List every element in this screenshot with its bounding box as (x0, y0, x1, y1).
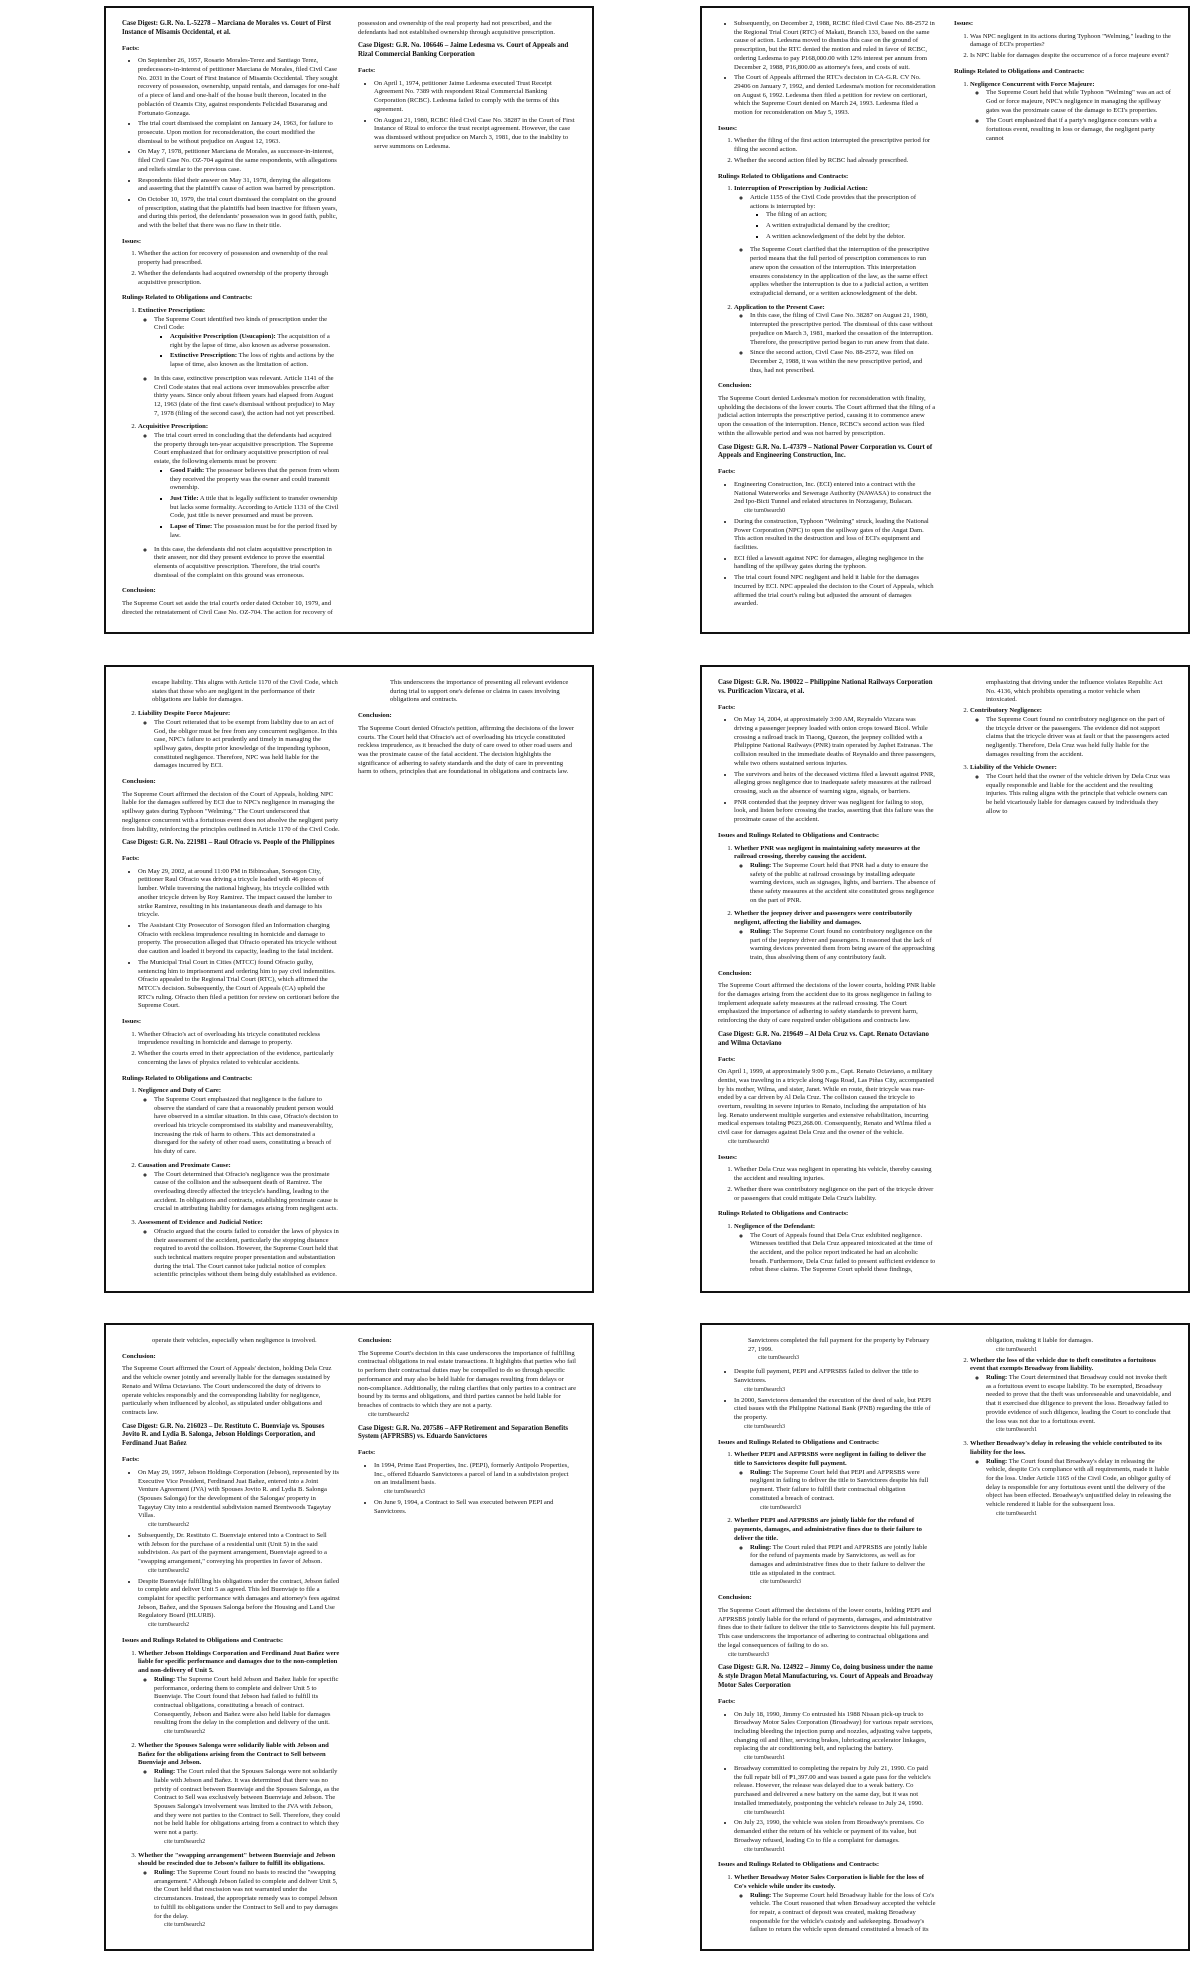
conclusion-text: The Supreme Court denied Ofracio's petition, affirming the decisions of the lower courts. The Court held that Ofracio's act of overloading his tricycle constituted reckless imprudence, as it breached the duty of care owed to other road users and was the proximate cause of the fatal accident. The decision highlights the significance of adhering to safety standards and the duty of care in preventing harm to others, principles that are foundational in obligations and contracts law. (358, 724, 575, 776)
fact-item: • On May 29, 1997, Jebson Holdings Corporation (Jebson), represented by its Executive Vice President, Ferdinand Juat Bañez, entered into a Joint Venture Agreement (JVA) with Spouses Jovito R. and Lydia B. Salonga (Spouses Salonga) for the development of the Salongas' property in Tagaytay City into a residential subdivision named Brentwoods Tagaytay Villas. cite turn0search2 (138, 1469, 340, 1530)
fact-item: • The survivors and heirs of the deceased victims filed a lawsuit against PNR, alleging gross negligence due to inadequate safety measures at the railroad crossing, such as the absence of warning signs, signals, or barriers. (734, 771, 936, 797)
fact-text: On April 1, 1999, at approximately 9:00 p.m., Capt. Renato Octaviano, a military dentist, was traveling in a tricycle along Naga Road, Las Piñas City, accompanied by his mother, Wilma, and sister, Janet. While en route, their tricycle was rear-ended by a car driven by Al Dela Cruz. The collision caused the tricycle to overturn, resulting in severe injuries to Renato, including the amputation of his leg. Renato underwent multiple surgeries and extensive rehabilitation, incurring medical expenses totaling ₱623,268.00. Consequently, Renato and Wilma filed a civil case for damages against Dela Cruz and the owner of the vehicle. cite turn0search0 (718, 1068, 934, 1145)
issue-item: 2. Whether the defendants had acquired ownership of the property through acquisitive prescription. (138, 270, 340, 287)
ruling-item: 2. Application to the Present Case: ◦ In this case, the filing of Civil Case No. 38287 on August 21, 1980, interrupted the prescriptive period. The dismissal of this case without prejudice on March 3, 1981, marked the cessation of the interruption. Therefore, the prescriptive period began to run anew from that date. ◦ Since the second action, Civil Case No. 88-2572, was filed on December 2, 1988, it was within the new prescriptive period, and thus, had not prescribed. (734, 304, 936, 376)
ruling-subpoint: ▪ A written extrajudicial demand by the creditor; (766, 222, 936, 231)
ruling-point: ◦ Ruling: The Supreme Court found no basis to rescind the "swapping arrangement." Although Jebson failed to complete and deliver Unit 5, the Court held that rescission was not warranted under the circumstances. Instead, the appropriate remedy was to compel Jebson to fulfill its obligations under the Contract to Sell and to pay damages for the delay. cite turn0search2 (154, 1869, 340, 1930)
citation-marker: cite turn0search0 (728, 1138, 770, 1145)
section-heading: Conclusion: (718, 382, 752, 390)
fact-item: • The Assistant City Prosecutor of Sorsogon filed an Information charging Ofracio with reckless imprudence resulting in homicide and damage to property. The prosecution alleged that Ofracio operated his tricycle without due caution and loaded it beyond its capacity, leading to the fatal incident. (138, 922, 340, 957)
fact-item: • In 1994, Prime East Properties, Inc. (PEPI), formerly Antipolo Properties, Inc., offered Eduardo Sanvictores a parcel of land in a subdivision project on an installment basis. cite turn0search3 (374, 1462, 576, 1497)
issue-item: 2. Whether the jeepney driver and passengers were contributorily negligent, affecting the liability and damages. ◦ Ruling: The Supreme Court found no contributory negligence on the part of the jeepney driver and passengers. It reasoned that the lack of warning devices prevented them from being aware of the approaching train, thus absolving them of any contributory fault. (734, 910, 936, 962)
page-3-text (122, 679, 576, 1281)
case-title: Case Digest: G.R. No. 124922 – Jimmy Co, doing business under the name & style Dragon Metal Manufacturing, vs. Court of Appeals and Broadway Motor Sales Corporation (718, 1664, 934, 1690)
ruling-item: 2. Causation and Proximate Cause: ◦ The Court determined that Ofracio's negligence was the proximate cause of the collision and the subsequent death of Ramirez. The overloading directly affected the tricycle's handling, leading to the accident. In obligations and contracts, establishing proximate cause is crucial in attributing liability for damages arising from negligent acts. (138, 1162, 340, 1214)
ruling-item: 3. Assessment of Evidence and Judicial Notice: ◦ Ofracio argued that the courts failed to consider the laws of physics in their assessment of the accident, particularly the stopping distance required to avoid the collision. However, the Supreme Court held that such technical matters require proper presentation and substantiation during the trial. The Court cannot take judicial notice of complex scientific principles without them being duly established as evidence. This underscores the importance of presenting all relevant evidence during trial to support one's defense or claims in cases involving obligations and contracts. (138, 679, 576, 1281)
section-heading: Facts: (358, 67, 376, 75)
ruling-subpoint: ▪ The filing of an action; (766, 211, 936, 220)
citation-marker: cite turn0search1 (744, 1846, 786, 1853)
ruling-point: ◦ The Court reiterated that to be exempt from liability due to an act of God, the obligor must be free from any concurrent negligence. In this case, NPC's failure to act prudently and timely in managing the spillway gates, despite prior knowledge of the impending typhoon, constituted negligence. Therefore, NPC was held liable for the damages incurred by ECI. (154, 719, 340, 771)
conclusion-text: The Supreme Court affirmed the decisions of the lower courts, holding PNR liable for the damages arising from the accident due to its gross negligence in failing to implement adequate safety measures at the railroad crossing. The Court emphasized the importance of adhering to safety standards to prevent harm, reinforcing the duty of care required under obligations and contracts law. (718, 982, 936, 1025)
fact-item: • On May 29, 2002, at around 11:00 PM in Bibincahan, Sorsogon City, petitioner Raul Ofracio was driving a tricycle loaded with 46 pieces of lumber. While traversing the national highway, his tricycle collided with another tricycle driven by Roy Ramirez. The impact caused the lumber to strike Ramirez, resulting in his instantaneous death and damage to his tricycle. (138, 868, 340, 920)
issue-item: 2. Whether there was contributory negligence on the part of the tricycle driver or passengers that could mitigate Dela Cruz's liability. (734, 1186, 936, 1203)
citation-marker: cite turn0search2 (148, 1522, 190, 1529)
citation-marker: cite turn0search3 (760, 1579, 802, 1586)
fact-item: • The Municipal Trial Court in Cities (MTCC) found Ofracio guilty, sentencing him to imprisonment and ordering him to pay civil indemnities. Ofracio appealed to the Regional Trial Court (RTC), which affirmed the MTCC's decision. Subsequently, the Court of Appeals (CA) upheld the RTC's ruling. Ofracio then filed a petition for review on certiorari before the Supreme Court. (138, 959, 340, 1011)
issue-item: 1. Whether Broadway Motor Sales Corporation is liable for the loss of Co's vehicle while under its custody. ◦ Ruling: The Supreme Court held Broadway liable for the loss of Co's vehicle. The Court reasoned that when Broadway accepted the vehicle for repair, a contract of deposit was created, making Broadway responsible for the vehicle's custody and safekeeping. Broadway's failure to return the vehicle upon demand constituted a breach of its obligation, making it liable for damages. cite turn0search1 (734, 1337, 1172, 1939)
ruling-item: 2. Contributory Negligence: ◦ The Supreme Court found no contributory negligence on the part of the tricycle driver or the passengers. The evidence did not support claims that the tricycle driver was at fault or that the passengers acted negligently. Therefore, Dela Cruz was held fully liable for the damages resulting from the accident. (970, 707, 1172, 759)
document-page-1 (104, 6, 594, 634)
ruling-point: ◦ The Court held that the owner of the vehicle driven by Dela Cruz was equally responsible and liable for the accident and the resulting injuries. This ruling aligns with the principle that vehicle owners can be held vicariously liable for damages caused by individuals they allow to (986, 773, 1172, 817)
page-6-text (718, 1337, 1172, 1939)
ruling-point: ◦ The Court of Appeals found that Dela Cruz exhibited negligence. Witnesses testified that Dela Cruz appeared intoxicated at the time of the accident, and the police report indicated he had an alcoholic breath. Furthermore, Dela Cruz failed to present sufficient evidence to rebut these claims. The Supreme Court upheld these findings, emphasizing that driving under the influence violates Republic Act No. 4136, which prohibits operating a motor vehicle when intoxicated. (750, 679, 1172, 1281)
ruling-item: 3. Liability of the Vehicle Owner: ◦ The Court held that the owner of the vehicle driven by Dela Cruz was equally responsible and liable for the accident and the resulting injuries. This ruling aligns with the principle that vehicle owners can be held vicariously liable for damages caused by individuals they allow to (970, 764, 1172, 816)
ruling-item: 1. Negligence Concurrent with Force Majeure: ◦ The Supreme Court held that while Typhoon "Welming" was an act of God or force majeure, NPC's negligence in managing the spillway gates was the proximate cause of the damage to ECI's properties. ◦ The Court emphasized that if a party's negligence concurs with a fortuitous event, resulting in loss or damage, the negligent party cannot (970, 81, 1172, 144)
section-heading: Issues and Rulings Related to Obligations and Contracts: (718, 1438, 880, 1446)
issue-item: 1. Was NPC negligent in its actions during Typhoon "Welming," leading to the damage of ECI's properties? (970, 33, 1172, 50)
page-1-text (122, 20, 576, 622)
continued-text: escape liability. This aligns with Article 1170 of the Civil Code, which states that those who are negligent in the performance of their obligations are liable for damages. (152, 679, 338, 704)
ruling-item: 2. Liability Despite Force Majeure: ◦ The Court reiterated that to be exempt from liability due to an act of God, the obligor must be free from any concurrent negligence. In this case, NPC's failure to act prudently and timely in managing the spillway gates, despite prior knowledge of the impending typhoon, constituted negligence. Therefore, NPC was held liable for the damages incurred by ECI. (138, 710, 340, 771)
fact-item: • On June 9, 1994, a Contract to Sell was executed between PEPI and Sanvictores. (374, 1499, 576, 1516)
conclusion-text: The Supreme Court affirmed the decision of the Court of Appeals, holding NPC liable for the damages suffered by ECI due to NPC's negligence in managing the spillway gates during Typhoon "Welming." The Court underscored that negligence concurrent with a fortuitous event does not absolve the negligent party from liability, reinforcing the principles outlined in Article 1170 of the Civil Code. (122, 790, 340, 833)
issue-item: 2. Whether the loss of the vehicle due to theft constitutes a fortuitous event that exempts Broadway from liability. ◦ Ruling: The Court determined that Broadway could not invoke theft as a fortuitous event to escape liability. To be exempted, Broadway needed to prove that the theft was unforeseeable and unavoidable, and that it exercised due diligence to prevent the loss. Broadway failed to provide evidence of such diligence, leading the Court to conclude that the loss was not due to a fortuitous event. cite turn0search1 (970, 1357, 1172, 1436)
section-heading: Facts: (122, 1456, 140, 1464)
fact-item: • Broadway committed to completing the repairs by July 21, 1990. Co paid the full repair bill of ₱1,397.00 and was issued a gate pass for the vehicle's release. However, the release was delayed due to a weak battery. Co purchased and delivered a new battery on the same day, but it was not installed immediately, postponing the vehicle's release to July 24, 1990. cite turn0search1 (734, 1765, 936, 1817)
fact-item: • On October 10, 1979, the trial court dismissed the complaint on the ground of prescription, stating that the plaintiffs had been inactive for fifteen years, and during this period, the defendants' possession was in good faith, public, and with the belief that there was no flaw in their title. (138, 196, 340, 231)
ruling-subpoint: ▪ Just Title: A title that is legally sufficient to transfer ownership but lacks some formality. According to Article 1131 of the Civil Code, just title is never presumed and must be proven. (170, 495, 340, 521)
ruling-point: ◦ In this case, the filing of Civil Case No. 38287 on August 21, 1980, interrupted the prescriptive period. The dismissal of this case without prejudice on March 3, 1981, marked the cessation of the interruption. Therefore, the prescriptive period began to run anew from that date. (750, 312, 936, 347)
document-page-5 (104, 1323, 594, 1951)
fact-item: • On April 1, 1974, petitioner Jaime Ledesma executed Trust Receipt Agreement No. 7389 with respondent Rizal Commercial Banking Corporation (RCBC). Ledesma failed to comply with the terms of this agreement. (374, 80, 576, 115)
ruling-subpoint: ▪ Extinctive Prescription: The loss of rights and actions by the lapse of time, also known as the limitation of action. (170, 352, 340, 369)
conclusion-text: The Supreme Court affirmed the decisions of the lower courts, holding PEPI and AFPRSBS jointly liable for the refund of payments, damages, and administrative fines due to their failure to deliver the title to Sanvictores despite his full payment. This case underscores the importance of adhering to contractual obligations and the legal consequences of failing to do so. cite turn0search3 (718, 1607, 936, 1658)
citation-marker: cite turn0search1 (744, 1755, 786, 1762)
citation-marker: cite turn0search1 (996, 1510, 1038, 1517)
issue-item: 1. Whether the action for recovery of possession and ownership of the real property had prescribed. (138, 250, 340, 267)
document-page-6 (700, 1323, 1190, 1951)
issue-item: 1. Whether PNR was negligent in maintaining safety measures at the railroad crossing, thereby causing the accident. ◦ Ruling: The Supreme Court held that PNR had a duty to ensure the safety of the public at railroad crossings by installing adequate warning devices, such as signages, lights, and barriers. The absence of these safety measures at the accident site constituted gross negligence on the part of PNR. (734, 845, 936, 906)
fact-item: • Engineering Construction, Inc. (ECI) entered into a contract with the National Waterworks and Sewerage Authority (NAWASA) to construct the 2nd Ipo-Bicti Tunnel and related structures in Norzagaray, Bulacan. cite turn0search0 (734, 481, 936, 516)
ruling-point: ◦ Ofracio argued that the courts failed to consider the laws of physics in their assessment of the accident, particularly the stopping distance required to avoid the collision. However, the Supreme Court held that such technical matters require proper presentation and substantiation during the trial. The Court cannot take judicial notice of complex scientific principles without them being duly established as evidence. This underscores the importance of presenting all relevant evidence during trial to support one's defense or claims in cases involving obligations and contracts. (154, 679, 576, 1281)
ruling-point: ◦ Ruling: The Court ruled that PEPI and AFPRSBS are jointly liable for the refund of payments made by Sanvictores, as well as for damages and administrative fines due to their failure to deliver the title as stipulated in the contract. cite turn0search3 (750, 1544, 936, 1588)
page-5-text (122, 1337, 576, 1939)
section-heading: Issues: (718, 124, 738, 132)
citation-marker: cite turn0search2 (148, 1622, 190, 1629)
ruling-point: ◦ In this case, the defendants did not claim acquisitive prescription in their answer, nor did they present evidence to prove the essential elements of acquisitive prescription. Therefore, the trial court's dismissal of the complaint on this ground was erroneous. (154, 546, 340, 581)
citation-marker: cite turn0search1 (996, 1346, 1038, 1353)
section-heading: Issues: (122, 237, 142, 245)
citation-marker: cite turn0search1 (996, 1427, 1038, 1434)
fact-item: • Despite Buenviaje fulfilling his obligations under the contract, Jebson failed to complete and deliver Unit 5 as agreed. This led Buenviaje to file a complaint for specific performance with damages and attorney's fees against Jebson, Bañez, and the Spouses Salonga before the Housing and Land Use Regulatory Board (HLURB). cite turn0search2 (138, 1578, 340, 1630)
ruling-point: ◦ The trial court erred in concluding that the defendants had acquired the property through ten-year acquisitive prescription. The Supreme Court emphasized that for ordinary acquisitive prescription of real estate, the following elements must be proven: ▪ Good Faith: The possessor believes that the person from whom they received the property was the owner and could transmit ownership. ▪ Just Title: A title that is legally sufficient to transfer ownership but lacks some formality. According to Article 1131 of the Civil Code, just title is never presumed and must be proven. ▪ Lapse of Time: The possession must be for the period fixed by law. (154, 432, 340, 540)
ruling-subpoint: ▪ Good Faith: The possessor believes that the person from whom they received the property was the owner and could transmit ownership. (170, 467, 340, 493)
case-title: Case Digest: G.R. No. 221981 – Raul Ofracio vs. People of the Philippines (122, 839, 335, 847)
section-heading: Conclusion: (122, 778, 156, 786)
section-heading: Rulings Related to Obligations and Contracts: (718, 172, 849, 180)
citation-marker: cite turn0search1 (744, 1809, 786, 1816)
section-heading: Facts: (358, 1449, 376, 1457)
section-heading: Facts: (122, 855, 140, 863)
page-4-text (718, 679, 1172, 1281)
section-heading: Conclusion: (122, 1352, 156, 1360)
section-heading: Conclusion: (358, 712, 392, 720)
ruling-item: 1. Negligence of the Defendant: ◦ The Court of Appeals found that Dela Cruz exhibited negligence. Witnesses testified that Dela Cruz appeared intoxicated at the time of the accident, and the police report indicated he had an alcoholic breath. Furthermore, Dela Cruz failed to present sufficient evidence to rebut these claims. The Supreme Court upheld these findings, emphasizing that driving under the influence violates Republic Act No. 4136, which prohibits operating a motor vehicle when intoxicated. (734, 679, 1172, 1281)
section-heading: Issues: (954, 20, 974, 27)
issue-item: 2. Whether the Spouses Salonga were solidarily liable with Jebson and Bañez for the obligations arising from the Contract to Sell between Buenviaje and Jebson. ◦ Ruling: The Court ruled that the Spouses Salonga were not solidarily liable with Jebson and Bañez. It was determined that there was no privity of contract between Buenviaje and the Spouses Salonga, as the Contract to Sell was exclusively between Buenviaje and Jebson. The Spouses Salonga's involvement was limited to the JVA with Jebson, and they were not parties to the Contract to Sell. Therefore, they could not be held liable for obligations arising from a contract to which they were not a party. cite turn0search2 (138, 1742, 340, 1847)
citation-marker: cite turn0search2 (164, 1838, 206, 1845)
ruling-point: ◦ Ruling: The Supreme Court held that PNR had a duty to ensure the safety of the public at railroad crossings by installing adequate warning devices, such as signages, lights, and barriers. The absence of these safety measures at the accident site constituted gross negligence on the part of PNR. (750, 862, 936, 906)
section-heading: Rulings Related to Obligations and Contracts: (954, 67, 1085, 75)
issue-item: 2. Whether the second action filed by RCBC had already prescribed. (734, 157, 936, 166)
section-heading: Conclusion: (718, 1594, 752, 1602)
ruling-point: ◦ In this case, extinctive prescription was relevant. Article 1141 of the Civil Code states that real actions over immovables prescribe after thirty years. Since only about fifteen years had elapsed from August 12, 1963 (date of the first case's dismissal without prejudice) to May 7, 1978 (filing of the second case), the action had not yet prescribed. (154, 375, 340, 419)
citation-marker: cite turn0search3 (744, 1423, 786, 1430)
ruling-subpoint: ▪ Acquisitive Prescription (Usucapion): The acquisition of a right by the lapse of time, also known as adverse possession. (170, 333, 340, 350)
fact-item: • The trial court dismissed the complaint on January 24, 1963, for failure to prosecute. Upon motion for reconsideration, the court modified the dismissal to be without prejudice on August 12, 1963. (138, 120, 340, 146)
ruling-point: ◦ Ruling: The Supreme Court held Jebson and Bañez liable for specific performance, ordering them to complete and deliver Unit 5 to Buenviaje. The Court found that Jebson had failed to fulfill its contractual obligations, constituting a breach of contract. Consequently, Jebson and Bañez were also held liable for damages resulting from the delay in the completion and delivery of the unit. cite turn0search2 (154, 1676, 340, 1737)
conclusion-text: The Supreme Court set aside the trial court's order dated October 10, 1979, and directed the reinstatement of Civil Case No. OZ-704. The action for recovery of possession and ownership of the real property had not prescribed, and the defendants had not established ownership through acquisitive prescription. (122, 20, 556, 616)
ruling-point: ◦ Ruling: The Court ruled that the Spouses Salonga were not solidarily liable with Jebson and Bañez. It was determined that there was no privity of contract between Buenviaje and the Spouses Salonga, as the Contract to Sell was exclusively between Buenviaje and Jebson. The Spouses Salonga's involvement was limited to the JVA with Jebson, and they were not parties to the Contract to Sell. Therefore, they could not be held liable for obligations arising from a contract to which they were not a party. cite turn0search2 (154, 1768, 340, 1847)
fact-item: • Subsequently, Dr. Restituto C. Buenviaje entered into a Contract to Sell with Jebson for the purchase of a residential unit (Unit 5) in the said subdivision. As part of the payment arrangement, Buenviaje agreed to a "swapping arrangement," conveying his properties in favor of Jebson. cite turn0search2 (138, 1532, 340, 1576)
document-page-2 (700, 6, 1190, 634)
citation-marker: cite turn0search0 (744, 508, 786, 514)
ruling-subpoint: ▪ A written acknowledgment of the debt by the debtor. (766, 233, 936, 242)
ruling-point: ◦ Ruling: The Court determined that Broadway could not invoke theft as a fortuitous event to escape liability. To be exempted, Broadway needed to prove that the theft was unforeseeable and unavoidable, and that it exercised due diligence to prevent the loss. Broadway failed to provide evidence of such diligence, leading the Court to conclude that the loss was not due to a fortuitous event. cite turn0search1 (986, 1374, 1172, 1435)
ruling-point: ◦ Article 1155 of the Civil Code provides that the prescription of actions is interrupted by: ▪ The filing of an action; ▪ A written extrajudicial demand by the creditor; ▪ A written acknowledgment of the debt by the debtor. (750, 194, 936, 242)
case-title: Case Digest: G.R. No. L-47379 – National Power Corporation vs. Court of Appeals and Engineering Construction, Inc. (718, 443, 933, 460)
ruling-point: ◦ The Supreme Court emphasized that negligence is the failure to observe the standard of care that a reasonably prudent person would have observed in a similar situation. In this case, Ofracio's decision to overload his tricycle compromised its stability and maneuverability, increasing the risk of harm to others. This act demonstrated a disregard for the safety of other road users, constituting a breach of his duty of care. (154, 1096, 340, 1157)
section-heading: Facts: (718, 703, 736, 711)
ruling-item: 1. Negligence and Duty of Care: ◦ The Supreme Court emphasized that negligence is the failure to observe the standard of care that a reasonably prudent person would have observed in a similar situation. In this case, Ofracio's decision to overload his tricycle compromised its stability and maneuverability, increasing the risk of harm to others. This act demonstrated a disregard for the safety of other road users, constituting a breach of his duty of care. (138, 1087, 340, 1157)
issue-item: 1. Whether Dela Cruz was negligent in operating his vehicle, thereby causing the accident and resulting injuries. (734, 1166, 936, 1183)
fact-item: • ECI filed a lawsuit against NPC for damages, alleging negligence in the handling of the spillway gates during the typhoon. (734, 555, 936, 572)
section-heading: Rulings Related to Obligations and Contracts: (718, 1210, 849, 1218)
issue-item: 3. Whether Broadway's delay in releasing the vehicle contributed to its liability for the loss. ◦ Ruling: The Court found that Broadway's delay in releasing the vehicle, despite Co's compliance with all requirements, made it liable for the loss. Under Article 1165 of the Civil Code, an obligor guilty of delay is responsible for any fortuitous event until the delivery of the object has been effected. Broadway's unjustified delay in releasing the vehicle rendered it liable for the subsequent loss. cite turn0search1 (970, 1440, 1172, 1519)
case-title: Case Digest: G.R. No. 207586 – AFP Retirement and Separation Benefits System (AFPRSBS) vs. Eduardo Sanvictores (358, 1424, 568, 1441)
ruling-point: ◦ The Court emphasized that if a party's negligence concurs with a fortuitous event, resulting in loss or damage, the negligent party cannot (986, 117, 1172, 143)
document-page-3 (104, 665, 594, 1293)
issue-item: 1. Whether PEPI and AFPRSBS were negligent in failing to deliver the title to Sanvictores despite full payment. ◦ Ruling: The Supreme Court held that PEPI and AFPRSBS were negligent in failing to deliver the title to Sanvictores despite his full payment. Their failure to fulfill their contractual obligation constituted a breach of contract. cite turn0search3 (734, 1451, 936, 1512)
ruling-point: ◦ The Court determined that Ofracio's negligence was the proximate cause of the collision and the subsequent death of Ramirez. The overloading directly affected the tricycle's handling, leading to the accident. In obligations and contracts, establishing proximate cause is crucial in attributing liability for damages arising from negligent acts. (154, 1171, 340, 1215)
section-heading: Issues: (718, 1153, 738, 1161)
fact-item: • In 2000, Sanvictores demanded the execution of the deed of sale, but PEPI cited issues with the Philippine National Bank (PNB) regarding the title of the property. cite turn0search3 (734, 1397, 936, 1432)
case-title: Case Digest: G.R. No. 106646 – Jaime Ledesma vs. Court of Appeals and Rizal Commercial Banking Corporation (358, 42, 569, 59)
issue-item: 1. Whether Jebson Holdings Corporation and Ferdinand Juat Bañez were liable for specific performance and damages due to the non-completion and non-delivery of Unit 5. ◦ Ruling: The Supreme Court held Jebson and Bañez liable for specific performance, ordering them to complete and deliver Unit 5 to Buenviaje. The Court found that Jebson had failed to fulfill its contractual obligations, constituting a breach of contract. Consequently, Jebson and Bañez were also held liable for damages resulting from the delay in the completion and delivery of the unit. cite turn0search2 (138, 1650, 340, 1737)
continued-text: operate their vehicles, especially when negligence is involved. (152, 1337, 317, 1344)
conclusion-text: The Supreme Court denied Ledesma's motion for reconsideration with finality, upholding the decisions of the lower courts. The Court affirmed that the filing of a judicial action interrupts the prescriptive period, causing it to commence anew upon the cessation of the interruption. Hence, RCBC's second action was filed within the allowable period and was not barred by prescription. (718, 395, 936, 437)
ruling-item: 1. Extinctive Prescription: ◦ The Supreme Court identified two kinds of prescription under the Civil Code: ▪ Acquisitive Prescription (Usucapion): The acquisition of a right by the lapse of time, also known as adverse possession. ▪ Extinctive Prescription: The loss of rights and actions by the lapse of time, also known as the limitation of action. ◦ In this case, extinctive prescription was relevant. Article 1141 of the Civil Code states that real actions over immovables prescribe after thirty years. Since only about fifteen years had elapsed from August 12, 1963 (date of the first case's dismissal without prejudice) to May 7, 1978 (filing of the second case), the action had not yet prescribed. (138, 307, 340, 418)
section-heading: Facts: (718, 468, 736, 476)
ruling-point: ◦ The Supreme Court found no contributory negligence on the part of the tricycle driver or the passengers. The evidence did not support claims that the tricycle driver was at fault or that the passengers acted negligently. Therefore, Dela Cruz was held fully liable for the damages resulting from the accident. (986, 716, 1172, 760)
issue-item: 3. Whether the "swapping arrangement" between Buenviaje and Jebson should be rescinded due to Jebson's failure to fulfill its obligations. ◦ Ruling: The Supreme Court found no basis to rescind the "swapping arrangement." Although Jebson failed to complete and deliver Unit 5, the Court held that rescission was not warranted under the circumstances. Instead, the appropriate remedy was to compel Jebson to fulfill its obligations under the Contract to Sell and to pay damages for the delay. cite turn0search2 (138, 1852, 340, 1931)
fact-item: • During the construction, Typhoon "Welming" struck, leading the National Power Corporation (NPC) to open the spillway gates of the Angat Dam. This action resulted in the destruction and loss of ECI's equipment and facilities. (734, 518, 936, 553)
fact-item: • On July 23, 1990, the vehicle was stolen from Broadway's premises. Co demanded either the return of his vehicle or payment of its value, but Broadway refused, leading Co to file a complaint for damages. cite turn0search1 (734, 1819, 936, 1854)
citation-marker: cite turn0search3 (758, 1355, 800, 1362)
ruling-point: ◦ The Supreme Court identified two kinds of prescription under the Civil Code: ▪ Acquisitive Prescription (Usucapion): The acquisition of a right by the lapse of time, also known as adverse possession. ▪ Extinctive Prescription: The loss of rights and actions by the lapse of time, also known as the limitation of action. (154, 316, 340, 370)
citation-marker: cite turn0search3 (728, 1651, 770, 1658)
page-2-text (718, 20, 1172, 622)
fact-item: • PNR contended that the jeepney driver was negligent for failing to stop, look, and listen before crossing the tracks, asserting that this failure was the proximate cause of the accident. (734, 799, 936, 825)
ruling-point: ◦ Ruling: The Supreme Court held Broadway liable for the loss of Co's vehicle. The Court reasoned that when Broadway accepted the vehicle for repair, a contract of deposit was created, making Broadway responsible for the vehicle's custody and safekeeping. Broadway's failure to return the vehicle upon demand constituted a breach of its obligation, making it liable for damages. cite turn0search1 (750, 1337, 1172, 1939)
fact-item: • The Court of Appeals affirmed the RTC's decision in CA-G.R. CV No. 29406 on January 7, 1992, and denied Ledesma's motion for reconsideration on August 6, 1992. Ledesma then filed a petition for review on certiorari, which the Supreme Court denied on March 24, 1993. Ledesma filed a motion for reconsideration on May 5, 1993. (734, 74, 936, 118)
issue-item: 1. Whether the filing of the first action interrupted the prescriptive period for filing the second action. (734, 137, 936, 154)
fact-item: • On May 14, 2004, at approximately 3:00 AM, Reynaldo Vizcara was driving a passenger jeepney loaded with onion crops toward Bicol. While crossing a railroad track in Tiaong, Quezon, the jeepney collided with a Philippine National Railways (PNR) train operated by Japhet Estranas. The collision resulted in the immediate deaths of Reynaldo and three passengers, while two others sustained serious injuries. (734, 716, 936, 768)
fact-item: • Respondents filed their answer on May 31, 1978, denying the allegations and asserting that the plaintiff's cause of action was barred by prescription. (138, 177, 340, 194)
section-heading: Facts: (718, 1697, 736, 1705)
fact-item: • On August 21, 1980, RCBC filed Civil Case No. 38287 in the Court of First Instance of Rizal to enforce the trust receipt agreement. However, the case was dismissed without prejudice on March 3, 1981, due to the inability to serve summons on Ledesma. (374, 117, 576, 152)
fact-item: • Despite full payment, PEPI and AFPRSBS failed to deliver the title to Sanvictores. cite turn0search3 (734, 1368, 936, 1394)
citation-marker: cite turn0search2 (164, 1729, 206, 1736)
ruling-point: ◦ The Supreme Court held that while Typhoon "Welming" was an act of God or force majeure, NPC's negligence in managing the spillway gates was the proximate cause of the damage to ECI's properties. (986, 89, 1172, 115)
section-heading: Issues and Rulings Related to Obligations and Contracts: (718, 1861, 880, 1869)
section-heading: Rulings Related to Obligations and Contracts: (122, 1074, 253, 1082)
document-page-4 (700, 665, 1190, 1293)
issue-item: 2. Whether the courts erred in their appreciation of the evidence, particularly concerning the laws of physics related to vehicular accidents. (138, 1050, 340, 1067)
citation-marker: cite turn0search3 (384, 1489, 426, 1495)
conclusion-text: The Supreme Court's decision in this case underscores the importance of fulfilling contractual obligations in real estate transactions. It highlights that parties who fail to perform their contractual duties may be compelled to do so through specific performance and may also be held liable for damages resulting from delays or non-compliance. Additionally, the ruling clarifies that only parties to a contract are bound by its terms and obligations, and third parties cannot be held liable for breaches of contracts to which they are not a party. cite turn0search2 (358, 1349, 577, 1418)
ruling-point: ◦ Since the second action, Civil Case No. 88-2572, was filed on December 2, 1988, it was within the new prescriptive period, and thus, had not prescribed. (750, 349, 936, 375)
ruling-point: ◦ The Supreme Court clarified that the interruption of the prescriptive period means that the full period of prescription commences to run anew upon the cessation of the interruption. This interpretation ensures consistency in the application of the law, as the same effect applies whether the interruption is due to a judicial action, a written extrajudicial demand, or a written acknowledgment of the debt. (750, 246, 936, 298)
conclusion-text: The Supreme Court affirmed the Court of Appeals' decision, holding Dela Cruz and the vehicle owner jointly and severally liable for the damages sustained by Renato and Wilma Octaviano. The Court underscored the duty of drivers to operate vehicles responsibly and the corresponding liability for negligence, particularly when influenced by alcohol, as stipulated under obligations and contracts law. (122, 1365, 332, 1416)
fact-item: • The trial court found NPC negligent and held it liable for the damages incurred by ECI. NPC appealed the decision to the Court of Appeals, which affirmed the trial court's ruling but adjusted the amount of damages awarded. (734, 574, 936, 609)
citation-marker: cite turn0search2 (368, 1411, 410, 1418)
fact-item: • On September 26, 1957, Rosario Morales-Terez and Santiago Terez, predecessors-in-interest of petitioner Marciana de Morales, filed Civil Case No. 2031 in the Court of First Instance of Misamis Occidental. They sought recovery of possession, ownership, unpaid rentals, and damages for one-half of a piece of land and one-half of the house built thereon, located in the población of Ozamis City, against respondents Felicidad Busaranag and Fortunato Gonzaga. (138, 57, 340, 118)
section-heading: Conclusion: (718, 969, 752, 977)
citation-marker: cite turn0search2 (164, 1922, 206, 1929)
ruling-item: 2. Acquisitive Prescription: ◦ The trial court erred in concluding that the defendants had acquired the property through ten-year acquisitive prescription. The Supreme Court emphasized that for ordinary acquisitive prescription of real estate, the following elements must be proven: ▪ Good Faith: The possessor believes that the person from whom they received the property was the owner and could transmit ownership. ▪ Just Title: A title that is legally sufficient to transfer ownership but lacks some formality. According to Article 1131 of the Civil Code, just title is never presumed and must be proven. ▪ Lapse of Time: The possession must be for the period fixed by law. ◦ In this case, the defendants did not claim acquisitive prescription in their answer, nor did they present evidence to prove the essential elements of acquisitive prescription. Therefore, the trial court's dismissal of the complaint on this ground was erroneous. (138, 423, 340, 580)
ruling-subpoint: ▪ Lapse of Time: The possession must be for the period fixed by law. (170, 523, 340, 540)
continued-text: Sanvictores completed the full payment for the property by February 27, 1999. cite turn0search3 (748, 1337, 930, 1362)
section-heading: Conclusion: (358, 1337, 392, 1344)
section-heading: Facts: (122, 44, 140, 52)
case-title: Case Digest: G.R. No. 190022 – Philippine National Railways Corporation vs. Purificacion Vizcara, et al. (718, 679, 933, 695)
ruling-point: ◦ Ruling: The Court found that Broadway's delay in releasing the vehicle, despite Co's compliance with all requirements, made it liable for the loss. Under Article 1165 of the Civil Code, an obligor guilty of delay is responsible for any fortuitous event until the delivery of the object has been effected. Broadway's unjustified delay in releasing the vehicle rendered it liable for the subsequent loss. cite turn0search1 (986, 1458, 1172, 1519)
case-title: Case Digest: G.R. No. L-52278 – Marciana de Morales vs. Court of First Instance of Misamis Occidental, et al. (122, 20, 332, 36)
case-title: Case Digest: G.R. No. 219649 – Al Dela Cruz vs. Capt. Renato Octaviano and Wilma Octaviano (718, 1030, 929, 1047)
ruling-point: ◦ Ruling: The Supreme Court found no contributory negligence on the part of the jeepney driver and passengers. It reasoned that the lack of warning devices prevented them from being aware of the approaching train, thus absolving them of any contributory fault. (750, 928, 936, 963)
section-heading: Issues and Rulings Related to Obligations and Contracts: (718, 831, 880, 839)
fact-item: • On July 18, 1990, Jimmy Co entrusted his 1988 Nissan pick-up truck to Broadway Motor Sales Corporation (Broadway) for various repair services, including bleeding the injection pump and nozzles, adjusting valve tappets, changing oil and filter, servicing brakes, lubricating accelerator linkages, replacing the air conditioning belt, and replacing the battery. cite turn0search1 (734, 1711, 936, 1763)
section-heading: Conclusion: (122, 587, 156, 595)
section-heading: Issues and Rulings Related to Obligations and Contracts: (122, 1637, 284, 1645)
ruling-point: ◦ Ruling: The Supreme Court held that PEPI and AFPRSBS were negligent in failing to deliver the title to Sanvictores despite his full payment. Their failure to fulfill their contractual obligation constituted a breach of contract. cite turn0search3 (750, 1469, 936, 1513)
section-heading: Rulings Related to Obligations and Contracts: (122, 294, 253, 302)
citation-marker: cite turn0search2 (148, 1567, 190, 1574)
ruling-item: 1. Interruption of Prescription by Judicial Action: ◦ Article 1155 of the Civil Code provides that the prescription of actions is interrupted by: ▪ The filing of an action; ▪ A written extrajudicial demand by the creditor; ▪ A written acknowledgment of the debt by the debtor. ◦ The Supreme Court clarified that the interruption of the prescriptive period means that the full period of prescription commences to run anew upon the cessation of the interruption. This interpretation ensures consistency in the application of the law, as the same effect applies whether the interruption is due to a judicial action, a written extrajudicial demand, or a written acknowledgment of the debt. (734, 185, 936, 298)
citation-marker: cite turn0search3 (744, 1386, 786, 1393)
fact-item: • On May 7, 1978, petitioner Marciana de Morales, as successor-in-interest, filed Civil Case No. OZ-704 against the same respondents, with allegations and reliefs similar to the previous case. (138, 148, 340, 174)
case-title: Case Digest: G.R. No. 216023 – Dr. Restituto C. Buenviaje vs. Spouses Jovito R. and Lydia B. Salonga, Jebson Holdings Corporation, and Ferdinand Juat Bañez (122, 1422, 325, 1448)
issue-item: 2. Whether PEPI and AFPRSBS are jointly liable for the refund of payments, damages, and administrative fines due to their failure to deliver the title. ◦ Ruling: The Court ruled that PEPI and AFPRSBS are jointly liable for the refund of payments made by Sanvictores, as well as for damages and administrative fines due to their failure to deliver the title as stipulated in the contract. cite turn0search3 (734, 1517, 936, 1587)
section-heading: Facts: (718, 1055, 736, 1063)
citation-marker: cite turn0search3 (760, 1504, 802, 1511)
section-heading: Issues: (122, 1018, 142, 1026)
issue-item: 2. Is NPC liable for damages despite the occurrence of a force majeure event? (970, 52, 1172, 61)
fact-item: • Subsequently, on December 2, 1988, RCBC filed Civil Case No. 88-2572 in the Regional Trial Court (RTC) of Makati, Branch 133, based on the same cause of action. Ledesma moved to dismiss this case on the ground of prescription, but the RTC denied the motion and ruled in favor of RCBC, ordering Ledesma to pay P168,000.00 with 12% interest per annum from December 2, 1988, P16,800.00 as attorney's fees, and costs of suit. (734, 20, 936, 72)
issue-item: 1. Whether Ofracio's act of overloading his tricycle constituted reckless imprudence resulting in homicide and damage to property. (138, 1031, 340, 1048)
